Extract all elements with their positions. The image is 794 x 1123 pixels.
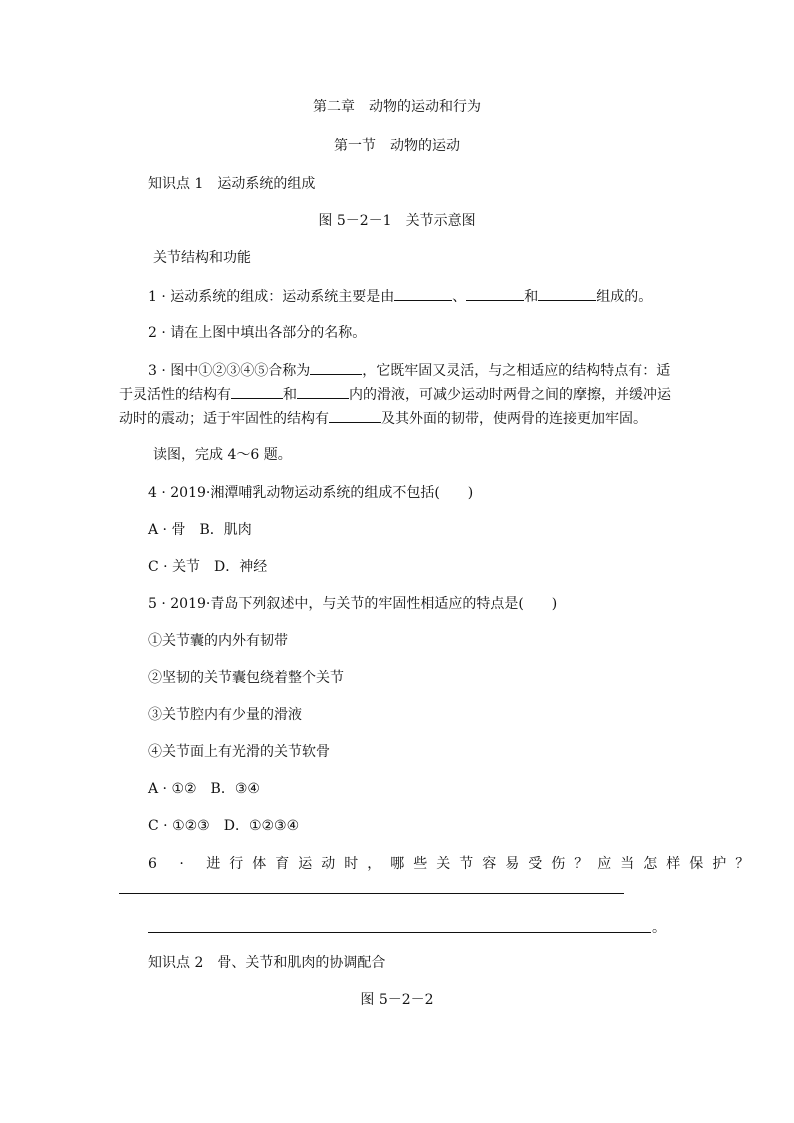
question-3-line-3 xyxy=(119,408,647,429)
figure-1-subtitle: 关节结构和功能 xyxy=(153,250,251,266)
chapter-title: 第二章 动物的运动和行为 xyxy=(313,99,481,115)
q3-text-3b: 及其外面的韧带，使两骨的连接更加牢固。 xyxy=(381,411,647,427)
question-5-options-ab[interactable]: A · ①② B．③④ xyxy=(148,781,260,797)
question-5-item: ①关节囊的内外有韧带 xyxy=(148,633,288,649)
q1-blank-1[interactable] xyxy=(394,286,452,301)
question-2: 2 · 请在上图中填出各部分的名称。 xyxy=(148,325,367,341)
question-5-item: ②坚韧的关节囊包绕着整个关节 xyxy=(148,670,344,686)
q1-text-b: 、 xyxy=(452,289,467,305)
q1-text-d: 组成的。 xyxy=(596,289,653,305)
q3-blank-3[interactable] xyxy=(297,384,349,399)
question-3-line-1 xyxy=(148,360,670,381)
knowledge-point-2-title: 知识点 2 骨、关节和肌肉的协调配合 xyxy=(148,955,386,971)
read-figure-note: 读图，完成 4～6 题。 xyxy=(153,447,292,463)
q3-blank-2[interactable] xyxy=(231,384,283,399)
q3-text-2a: 于灵活性的结构有 xyxy=(119,387,231,403)
q3-text-1a: 3 · 图中①②③④⑤合称为 xyxy=(148,363,311,379)
figure-2-caption: 图 5－2－2 xyxy=(360,992,434,1008)
q3-text-2c: 内的滑液，可减少运动时两骨之间的摩擦，并缓冲运 xyxy=(349,387,671,403)
question-6-stem: 6 · 进行体育运动时，哪些关节容易受伤？应当怎样保护？ xyxy=(148,856,759,872)
question-4-stem: 4 · 2019·湘潭哺乳动物运动系统的组成不包括( ) xyxy=(148,485,474,501)
q3-blank-4[interactable] xyxy=(329,408,381,423)
q3-blank-1[interactable] xyxy=(310,360,362,375)
q1-text-a: 1 · 运动系统的组成：运动系统主要是由 xyxy=(148,289,395,305)
question-1 xyxy=(148,286,652,307)
q6-answer-line-1[interactable] xyxy=(119,893,624,894)
question-4-options-ab[interactable]: A · 骨 B．肌肉 xyxy=(148,522,252,538)
q6-answer-line-2[interactable] xyxy=(148,932,651,933)
question-4-options-cd[interactable]: C · 关节 D．神经 xyxy=(148,559,268,575)
q3-text-3a: 动时的震动；适于牢固性的结构有 xyxy=(119,411,329,427)
question-5-item: ④关节面上有光滑的关节软骨 xyxy=(148,744,330,760)
q1-text-c: 和 xyxy=(524,289,539,305)
q1-blank-3[interactable] xyxy=(538,286,596,301)
section-title: 第一节 动物的运动 xyxy=(334,138,460,154)
q3-text-2b: 和 xyxy=(283,387,297,403)
figure-1-caption: 图 5－2－1 关节示意图 xyxy=(318,213,476,229)
q3-text-1b: ，它既牢固又灵活，与之相适应的结构特点有：适 xyxy=(362,363,671,379)
knowledge-point-1-title: 知识点 1 运动系统的组成 xyxy=(148,176,316,192)
question-5-stem: 5 · 2019·青岛下列叙述中，与关节的牢固性相适应的特点是( ) xyxy=(148,596,558,612)
question-3-line-2 xyxy=(119,384,671,405)
question-5-options-cd[interactable]: C · ①②③ D．①②③④ xyxy=(148,818,300,834)
q1-blank-2[interactable] xyxy=(466,286,524,301)
question-5-item: ③关节腔内有少量的滑液 xyxy=(148,707,302,723)
q6-end-mark: 。 xyxy=(652,920,666,936)
